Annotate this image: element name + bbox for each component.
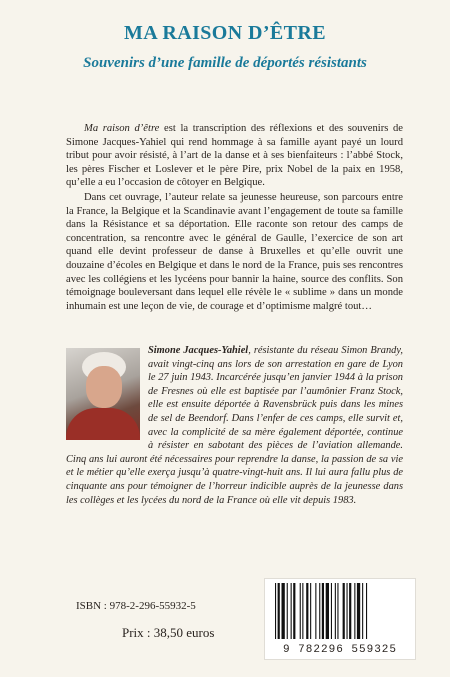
description-paragraph-2: Dans cet ouvrage, l’auteur relate sa jeunesse heureuse, son parcours entre la France, la Belgique et la Scandinavie avant l’engagement de toute sa famille dans la Résistance et sa déportation. Elle raconte son retour des camps de concentration, sa rencontre avec le général de Gaulle, l’exercice de son art quand elle devint professeur de danse à Bruxelles et qu’elle ouvrit une douzaine d’écoles en Belgique et dans le nord de la France, puis ses rencontres avec les collégiens et les lycéens pour bannir la haine, source des conflits. Son témoignage bouleversant dans lequel elle révèle le « sublime » dans un monde inhumain est une leçon de vie, de courage et d’optimisme malgré tout… [66,191,403,312]
barcode-number: 9 782296 559325 [282,644,398,656]
book-subtitle: Souvenirs d’une famille de déportés résistants [83,55,367,71]
description-paragraph-1 [66,122,403,190]
author-bio [66,344,403,507]
title-mention: Ma raison d’être [84,123,160,134]
price: Prix : 38,50 euros [122,625,215,640]
author-bio-text: , résistante du réseau Simon Brandy, avait vingt-cinq ans lors de son arrestation en gare de Lyon le 27 juin 1943. Incarcérée jusqu’en janvier 1944 à la prison de Fresnes où elle est baptisée par l’aumônier Franz Stock, elle est ensuite déportée à Ravensbrück puis dans les mines de sel de Beendorf. Dans l’enfer de ces camps, elle survit et, avec la complicité de sa mère également déportée, continue à résister en sabotant des pièces de l’aviation allemande. Cinq ans lui auront été nécessaires pour reprendre la danse, la passion de sa vie et le métier qu’elle exerça jusqu’à quatre-vingt-huit ans. Il lui aura fallu plus de cinquante ans pour témoigner de l’horreur indicible auprès de la jeunesse dans les collèges et les lycées du nord de la France où elle vit depuis 1983. [66,345,403,506]
isbn: ISBN : 978-2-296-55932-5 [76,600,196,612]
description-paragraph-1-text: est la transcription des réflexions et des souvenirs de Simone Jacques-Yahiel qui rend hommage à sa famille ayant payé un lourd tribut pour avoir résisté, à l’art de la danse et à ses bienfaiteurs : l’abbé Stock, les pères Fischer et Loslever et le père Pire, prix Nobel de la paix en 1958, qu’elle a eu l’occasion de côtoyer en Belgique. [66,123,403,189]
barcode [264,578,416,660]
barcode-bars [273,583,407,641]
author-name: Simone Jacques-Yahiel [148,345,249,356]
author-photo [66,348,140,440]
book-title: MA RAISON D’ÊTRE [124,22,326,44]
book-description [66,122,403,314]
